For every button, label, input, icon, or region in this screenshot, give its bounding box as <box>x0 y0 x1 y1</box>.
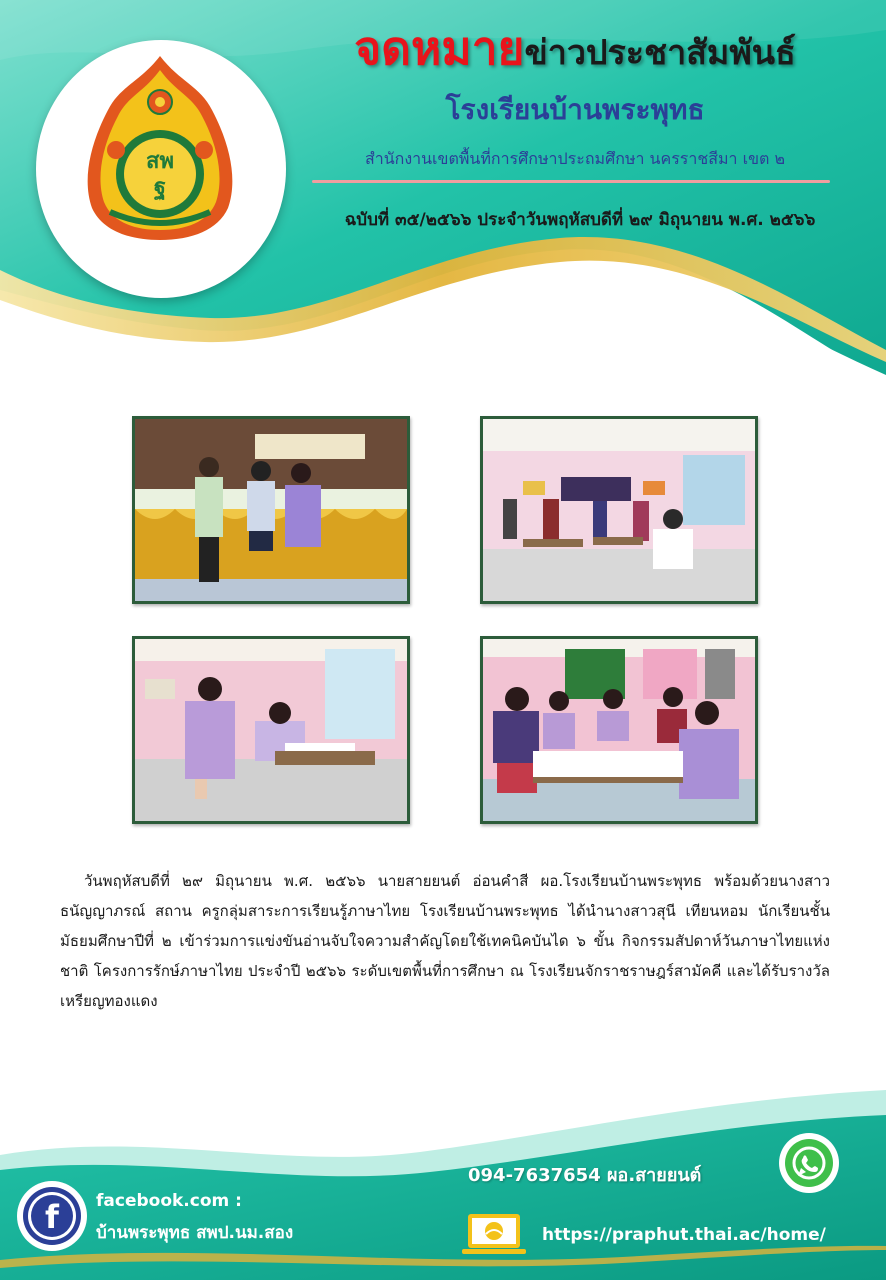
photo-classroom-competition <box>480 416 758 604</box>
photo-teacher-student-desk <box>132 636 410 824</box>
laptop-globe-icon <box>460 1212 528 1256</box>
phone-contact[interactable]: 094-7637654 ผอ.สายยนต์ <box>468 1165 702 1186</box>
issue-line: ฉบับที่ ๓๕/๒๕๖๖ ประจำวันพฤหัสบดีที่ ๒๙ มิถุนายน พ.ศ. ๒๕๖๖ <box>344 210 816 230</box>
obec-emblem-icon <box>80 52 240 242</box>
facebook-line-1: facebook.com : <box>96 1191 242 1211</box>
title-black-part: ข่าวประชาสัมพันธ์ <box>524 33 796 73</box>
svg-text:สพ: สพ <box>146 149 174 174</box>
photo-award-stage <box>132 416 410 604</box>
website-link[interactable]: https://praphut.thai.ac/home/ <box>542 1225 826 1245</box>
newsletter-title <box>280 12 870 74</box>
facebook-contact[interactable] <box>96 1185 293 1249</box>
office-name: สำนักงานเขตพื้นที่การศึกษาประถมศึกษา นครราชสีมา เขต ๒ <box>364 149 786 168</box>
photo-group-table <box>480 636 758 824</box>
title-red-part: จดหมาย <box>354 21 525 75</box>
svg-text:f: f <box>45 1198 59 1236</box>
news-paragraph: วันพฤหัสบดีที่ ๒๙ มิถุนายน พ.ศ. ๒๕๖๖ นายสายยนต์ อ่อนคำสี ผอ.โรงเรียนบ้านพระพุทธ พร้อมด้วยนางสาวธนัญญาภรณ์ สถาน ครูกลุ่มสาระการเรียนรู้ภาษาไทย โรงเรียนบ้านพระพุทธ ได้นำนางสาวสุนี เทียนหอม นักเรียนชั้นมัธยมศึกษาปีที่ ๒ เข้าร่วมการแข่งขันอ่านจับใจความสำคัญโดยใช้เทคนิคบันได ๖ ขั้น กิจกรรมสัปดาห์วันภาษาไทยแห่งชาติ โครงการรักษ์ภาษาไทย ประจำปี ๒๕๖๖ ระดับเขตพื้นที่การศึกษา ณ โรงเรียนจักราชราษฎร์สามัคคี และได้รับรางวัลเหรียญทองแดง <box>60 872 830 1010</box>
header-divider <box>312 180 830 183</box>
facebook-icon[interactable] <box>16 1180 88 1252</box>
facebook-line-2: บ้านพระพุทธ สพป.นม.สอง <box>96 1223 294 1243</box>
school-name: โรงเรียนบ้านพระพุทธ <box>445 93 705 126</box>
whatsapp-icon[interactable] <box>778 1132 840 1194</box>
svg-text:ฐ: ฐ <box>153 175 167 200</box>
